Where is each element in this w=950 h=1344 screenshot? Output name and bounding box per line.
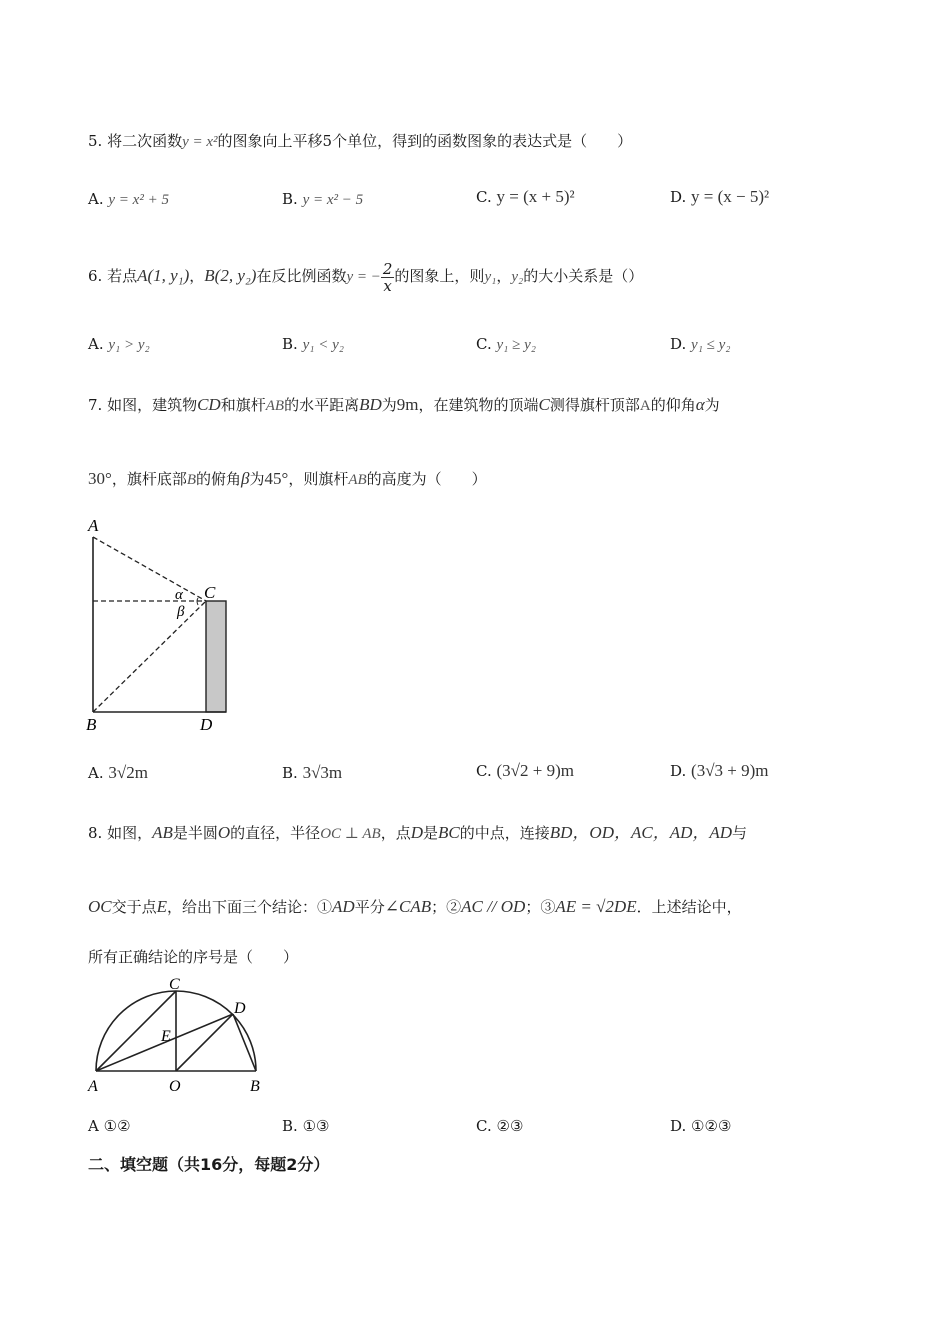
q7-option-c[interactable]: C. (3√2 + 9)m [476, 761, 574, 780]
label-d: D [200, 715, 213, 734]
q6-stem: 6. 若点A(1, y₁)，B(2, y₂)在反比例函数y = − $\frac{2}{x}$ 的图象上，则y₁，y₂的大小关系是（） [88, 259, 644, 295]
label-beta: β [177, 604, 185, 620]
q6-option-a[interactable]: A. y₁ > y₂ [88, 335, 150, 353]
q5-option-a[interactable]: A. y = x² + 5 [88, 190, 169, 208]
label-alpha: α [175, 587, 183, 603]
label-a: A [88, 516, 99, 535]
section-heading-fill-in: 二、填空题（共16分，每题2分） [88, 1155, 330, 1174]
q8-stem-line3: 所有正确结论的序号是（ ） [88, 948, 299, 966]
label-d: D [234, 1000, 246, 1017]
q5-stem: 5. 将二次函数y = x²的图象向上平移5个单位，得到的函数图象的表达式是（ ） [88, 132, 633, 150]
q5-option-b[interactable]: B. y = x² − 5 [282, 190, 364, 208]
q7-option-d[interactable]: D. (3√3 + 9)m [670, 761, 769, 780]
label-e: E [161, 1028, 171, 1045]
q5-option-d[interactable]: D. y = (x − 5)² [670, 187, 770, 206]
sight-line-cb [93, 601, 206, 712]
q6-option-d[interactable]: D. y₁ ≤ y₂ [670, 335, 731, 353]
q8-option-a[interactable]: A ①② [88, 1117, 131, 1135]
sight-line-ca [93, 537, 206, 601]
segment-bd [233, 1014, 256, 1071]
label-c: C [204, 583, 216, 602]
q7-stem-line2: 30°，旗杆底部B的俯角β为45°，则旗杆AB的高度为（ ） [88, 469, 487, 488]
q8-option-d[interactable]: D. ①②③ [670, 1117, 732, 1135]
building-cd [206, 601, 226, 712]
q8-stem-line2: OC交于点E，给出下面三个结论：①AD平分∠CAB；②AC // OD；③AE = √2DE．上述结论中， [88, 897, 742, 916]
q8-stem-line1: 8. 如图，AB是半圆O的直径，半径OC ⊥ AB，点D是BC的中点，连接BD，OD，AC，AD，AD与 [88, 823, 748, 842]
q7-stem-line1: 7. 如图，建筑物CD和旗杆AB的水平距离BD为9m，在建筑物的顶端C测得旗杆顶部A的仰角α为 [88, 395, 720, 414]
label-o: O [169, 1078, 181, 1095]
label-b: B [250, 1078, 260, 1095]
q8-option-c[interactable]: C. ②③ [476, 1117, 524, 1135]
label-b: B [86, 715, 97, 734]
q8-figure [84, 975, 274, 1097]
label-c: C [169, 976, 180, 993]
q8-option-b[interactable]: B. ①③ [282, 1117, 330, 1135]
q6-option-c[interactable]: C. y₁ ≥ y₂ [476, 335, 536, 353]
fraction: $\frac{2}{x}$ [382, 259, 393, 295]
q6-option-b[interactable]: B. y₁ < y₂ [282, 335, 344, 353]
label-a: A [88, 1078, 98, 1095]
q7-option-a[interactable]: A. 3√2m [88, 763, 148, 782]
q7-figure [80, 512, 250, 737]
q7-option-b[interactable]: B. 3√3m [282, 763, 343, 782]
segment-od [176, 1014, 233, 1071]
q5-option-c[interactable]: C. y = (x + 5)² [476, 187, 575, 206]
